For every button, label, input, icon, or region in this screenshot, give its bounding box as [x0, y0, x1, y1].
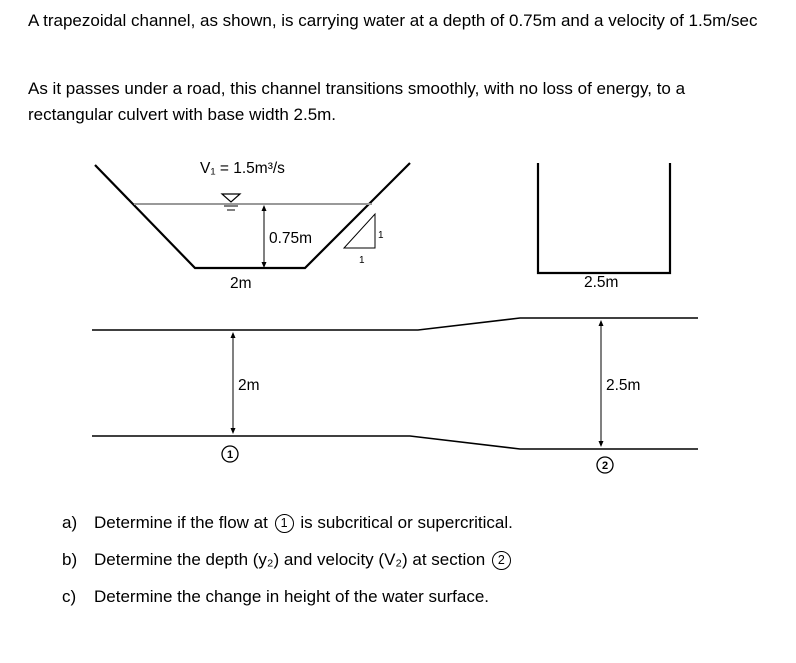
- base-width-label: 2m: [230, 275, 252, 292]
- question-b-before: Determine the depth (y₂) and velocity (V₂) at section: [94, 550, 486, 569]
- question-a-section-marker: 1: [275, 514, 294, 533]
- problem-intro: A trapezoidal channel, as shown, is carrying water at a depth of 0.75m and a velocity of 1.5m/sec: [28, 11, 758, 30]
- question-b-section-marker: 2: [492, 551, 511, 570]
- depth-label: 0.75m: [269, 230, 313, 247]
- culvert-outline: [538, 163, 670, 273]
- trapezoidal-section: [95, 163, 410, 268]
- question-c: [62, 586, 489, 608]
- slope-vertical-label: 1: [378, 230, 384, 241]
- plan-top-edge: [92, 318, 698, 330]
- velocity-label: V₁ = 1.5m³/s: [200, 160, 285, 177]
- question-c-letter: c): [62, 587, 77, 606]
- section-1-label: 1: [226, 449, 234, 461]
- plan-bottom-edge: [92, 436, 698, 449]
- slope-triangle: [344, 214, 375, 248]
- plan-width-label-2: 2.5m: [606, 377, 641, 394]
- water-surface-symbol: [222, 194, 240, 202]
- plan-width-label-1: 2m: [238, 377, 260, 394]
- culvert-width-label: 2.5m: [584, 274, 619, 291]
- question-c-before: Determine the change in height of the water surface.: [94, 587, 490, 606]
- question-a-after: is subcritical or supercritical.: [300, 513, 513, 532]
- question-b: [62, 549, 513, 571]
- trapezoid-outline: [95, 163, 410, 268]
- problem-transition: As it passes under a road, this channel transitions smoothly, with no loss of energy, to a rectangular culvert with base width 2.5m.: [28, 79, 686, 124]
- plan-view: [92, 318, 698, 473]
- question-a: [62, 512, 513, 534]
- slope-horizontal-label: 1: [359, 255, 365, 266]
- question-b-letter: b): [62, 550, 78, 569]
- question-a-before: Determine if the flow at: [94, 513, 268, 532]
- section-2-label: 2: [601, 460, 609, 472]
- question-a-letter: a): [62, 513, 78, 532]
